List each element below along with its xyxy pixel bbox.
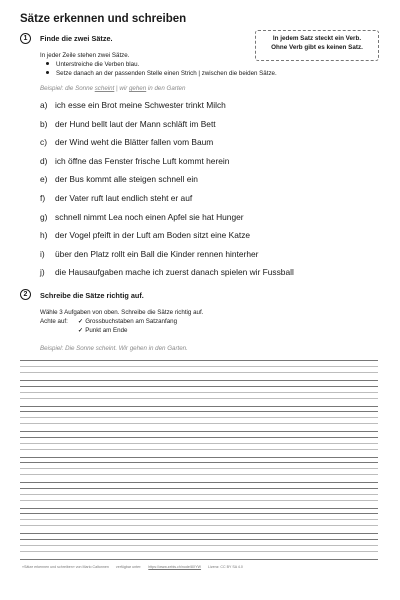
task-1-bullet-1: Unterstreiche die Verben blau.	[46, 61, 139, 68]
writing-line	[20, 519, 378, 520]
sentence-item: c) der Wind weht die Blätter fallen vom Baum	[40, 137, 214, 148]
writing-line-group[interactable]	[20, 513, 378, 534]
checklist	[40, 318, 177, 336]
checkmark-icon: ✓	[78, 318, 84, 325]
writing-line	[20, 449, 378, 450]
task-2-number: 2	[20, 289, 31, 300]
sentence-item: h) der Vogel pfeift in der Luft am Boden sitzt eine Katze	[40, 230, 251, 241]
writing-line	[20, 417, 378, 418]
sentence-item: e) der Bus kommt alle steigen schnell ein	[40, 174, 198, 185]
writing-line-group[interactable]	[20, 462, 378, 483]
writing-line	[20, 443, 378, 444]
writing-line-group[interactable]	[20, 437, 378, 458]
task-1-bullet-2: Setze danach an der passenden Stelle einen Strich | zwischen die beiden Sätze.	[46, 70, 277, 77]
sentence-list	[40, 100, 380, 286]
example-verb-2: gehen	[128, 85, 147, 92]
writing-line	[20, 474, 378, 475]
task-1-number: 1	[20, 33, 31, 44]
footer-license: Lizenz: CC BY SA 4.0	[208, 565, 243, 569]
writing-line-group[interactable]	[20, 360, 378, 381]
checklist-item: ✓ Punkt am Ende	[78, 327, 128, 334]
checkmark-icon: ✓	[78, 327, 84, 334]
writing-line	[20, 559, 378, 560]
writing-line	[20, 551, 378, 552]
sentence-item: b) der Hund bellt laut der Mann schläft im Bett	[40, 118, 216, 129]
sentence-item: d) ich öffne das Fenster frische Luft kommt herein	[40, 155, 230, 166]
writing-line-group[interactable]	[20, 539, 378, 560]
hint-line-1: In jedem Satz steckt ein Verb.	[272, 35, 362, 42]
sentence-item: a) ich esse ein Brot meine Schwester trinkt Milch	[40, 100, 226, 110]
writing-line	[20, 468, 378, 469]
sentence-item: f) der Vater ruft laut endlich steht er auf	[40, 192, 193, 203]
writing-line	[20, 500, 378, 501]
writing-line	[20, 411, 378, 412]
writing-line	[20, 494, 378, 495]
footer-credit: «Sätze erkennen und schreiben» von Mario Caltonnen	[22, 565, 109, 569]
footer-source-label: verfügbar unter:	[115, 565, 142, 569]
writing-line	[20, 392, 378, 393]
writing-line	[20, 545, 378, 546]
bullet-dot-icon	[46, 71, 49, 74]
writing-line	[20, 525, 378, 526]
writing-line	[20, 406, 378, 407]
hint-box	[255, 30, 379, 61]
task-1-example: Beispiel: die Sonne scheint | wir gehen in den Garten	[40, 85, 186, 92]
task-2-heading: Schreibe die Sätze richtig auf.	[40, 291, 144, 300]
writing-line	[20, 380, 378, 381]
bullet-dot-icon	[46, 62, 49, 65]
writing-line	[20, 533, 378, 534]
writing-line	[20, 423, 378, 424]
writing-line	[20, 508, 378, 509]
checklist-label: Achte auf:	[40, 318, 68, 325]
example-verb-1: scheint	[94, 85, 115, 92]
writing-line	[20, 431, 378, 432]
page-title: Sätze erkennen und schreiben	[20, 13, 187, 25]
writing-line	[20, 386, 378, 387]
task-2-example: Beispiel: Die Sonne scheint. Wir gehen in den Garten.	[40, 345, 188, 352]
sentence-item: g) schnell nimmt Lea noch einen Apfel sie hat Hunger	[40, 211, 244, 222]
footer-source-link[interactable]: https://www.zebis.ch/node/8XYW	[148, 565, 202, 569]
sentence-item: i) über den Platz rollt ein Ball die Kinder rennen hinterher	[40, 248, 259, 259]
writing-line	[20, 482, 378, 483]
sentence-item: j) die Hausaufgaben mache ich zuerst danach spielen wir Fussball	[40, 267, 294, 278]
writing-line	[20, 513, 378, 514]
hint-line-2: Ohne Verb gibt es keinen Satz.	[271, 43, 363, 51]
writing-line	[20, 372, 378, 373]
checklist-item: Achte auf: ✓ Grossbuchstaben am Satzanfang	[40, 318, 178, 325]
task-1-heading: Finde die zwei Sätze.	[40, 34, 113, 43]
footer	[22, 565, 249, 569]
writing-line-group[interactable]	[20, 411, 378, 432]
writing-line	[20, 539, 378, 540]
writing-line	[20, 462, 378, 463]
writing-line	[20, 398, 378, 399]
writing-line-group[interactable]	[20, 386, 378, 407]
writing-line	[20, 437, 378, 438]
task-1-instruction: In jeder Zeile stehen zwei Sätze.	[40, 52, 130, 59]
writing-line	[20, 366, 378, 367]
writing-line	[20, 488, 378, 489]
writing-line	[20, 360, 378, 361]
task-2-instruction: Wähle 3 Aufgaben von oben. Schreibe die Sätze richtig auf.	[40, 309, 204, 316]
writing-line	[20, 457, 378, 458]
writing-line-group[interactable]	[20, 488, 378, 509]
